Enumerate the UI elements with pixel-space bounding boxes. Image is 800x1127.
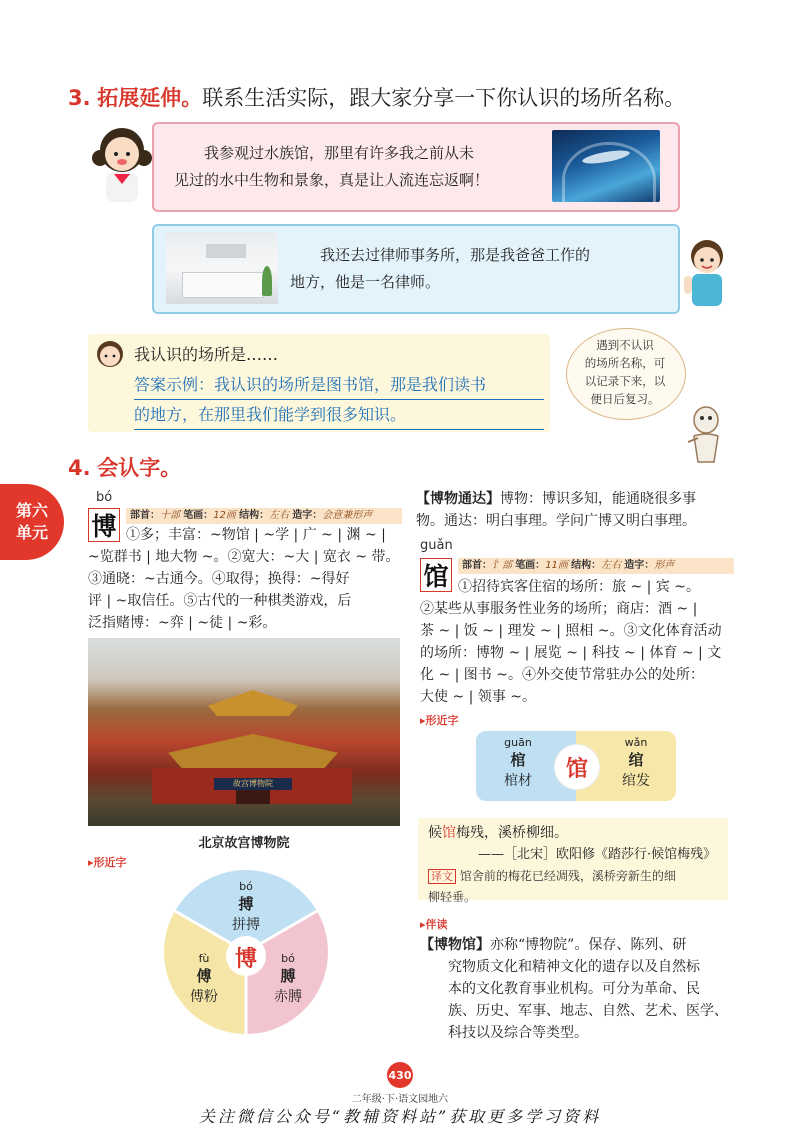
shape-left-word: 棺材 — [504, 773, 532, 789]
aquarium-line-1: 我参观过水族馆，那里有许多我之前从未 — [204, 144, 475, 162]
poem-source: ——［北宋］欧阳修《踏莎行·候馆梅残》 — [478, 847, 717, 862]
lawfirm-line-1: 我还去过律师事务所，那是我爸爸工作的 — [320, 246, 591, 264]
guan-radical: 饣部 — [492, 560, 512, 571]
museum-entry — [420, 934, 740, 1044]
bo-strokes: 12画 — [213, 510, 236, 521]
translation-line-1: 馆舍前的梅花已经凋残，溪桥旁新生的细 — [459, 869, 676, 883]
translation-label: 译文 — [428, 869, 456, 884]
section4-number: 4. — [68, 456, 91, 480]
pie-center-char: 博 — [234, 946, 257, 972]
bo-meta-strip — [126, 508, 402, 524]
unit-side-tab — [0, 484, 64, 560]
guan-formation-label: 造字： — [624, 560, 655, 571]
aquarium-text — [174, 140, 554, 194]
bowu-line-2: 物。通达：明白事理。学问广博又明白事理。 — [416, 513, 696, 529]
pie-top-char: 搏 — [238, 895, 254, 913]
answer-prompt: 我认识的场所是…… — [134, 345, 279, 364]
lawfirm-photo — [166, 232, 278, 304]
pie-right-pinyin: bó — [281, 952, 295, 965]
section4-heading — [68, 454, 181, 482]
aquarium-photo — [552, 130, 660, 202]
museum-label: 【博物馆】 — [420, 937, 490, 953]
guan-char-box: 馆 — [420, 558, 452, 592]
bo-char-box: 博 — [88, 508, 120, 542]
lawfirm-line-2: 地方，他是一名律师。 — [290, 273, 441, 291]
section3-prompt: 联系生活实际，跟大家分享一下你认识的场所名称。 — [202, 86, 686, 110]
bo-def-line-5: 泛指赌博：~弈 | ~徒 | ~彩。 — [88, 615, 277, 631]
similar-chars-label: ▸形近字 — [88, 856, 127, 869]
bo-pinyin: bó — [96, 490, 113, 505]
shape-left-group — [490, 736, 546, 790]
aquarium-line-2: 见过的水中生物和景象，真是让人流连忘返啊！ — [174, 171, 490, 189]
bo-radical-label: 部首： — [130, 510, 160, 521]
poem-pre: 候 — [428, 825, 442, 841]
pie-right-word: 赤膊 — [274, 989, 302, 1005]
translation-line-2: 柳轻垂。 — [428, 890, 477, 904]
answer-line-2: 的地方，在那里我们能学到很多知识。 — [134, 400, 544, 430]
guan-def-line-6: 大使 ~ | 领事 ~。 — [420, 689, 536, 705]
pie-top-pinyin: bó — [239, 880, 253, 893]
note-text — [572, 336, 678, 408]
guan-def-line-2: ②某些从事服务性业务的场所；商店：酒 ~ | — [420, 601, 698, 617]
pie-top-word: 拼搏 — [232, 917, 260, 933]
poem-translation — [428, 866, 724, 907]
guan-structure: 左右 — [601, 560, 622, 571]
museum-line-2: 究物质文化和精神文化的遗存以及自然标 — [448, 959, 700, 975]
bowu-label: 【博物通达】 — [416, 491, 500, 507]
shape-center-char: 馆 — [554, 744, 600, 790]
pie-top-group — [222, 880, 270, 934]
guan-def-line-5: 化 ~ | 图书 ~。④外交使节常驻办公的处所： — [420, 667, 704, 683]
similar-chars-label-2: ▸形近字 — [420, 714, 459, 727]
photo-caption: 北京故宫博物院 — [198, 836, 290, 851]
poem-highlight: 馆 — [442, 825, 456, 841]
pie-left-word: 傅粉 — [190, 989, 218, 1005]
note-line-3: 以记录下来，以 — [584, 374, 666, 388]
guan-def-line-3: 茶 ~ | 饭 ~ | 理发 ~ | 照相 ~。③文化体育活动 — [420, 623, 722, 639]
shape-right-word: 绾发 — [622, 773, 650, 789]
bo-structure: 左右 — [269, 510, 290, 521]
pie-left-char: 傅 — [196, 967, 212, 985]
bo-radical: 十部 — [160, 510, 180, 521]
museum-line-1: 亦称“博物院”。保存、陈列、研 — [490, 937, 687, 953]
unit-tab-line-1: 第六 — [15, 501, 48, 520]
note-line-2: 的场所名称，可 — [584, 356, 666, 370]
bo-formation: 会意兼形声 — [322, 510, 373, 521]
bo-def-line-2: ~览群书 | 地大物 ~。②宽大：~大 | 宽衣 ~ 带。 — [88, 549, 400, 565]
guan-def-first: ①招待宾客住宿的场所：旅 ~ | 宾 ~。 — [458, 579, 700, 595]
bo-definitions — [88, 546, 404, 634]
poem-line — [428, 822, 724, 844]
bowu-tongda — [416, 488, 738, 532]
lawfirm-text — [290, 242, 670, 296]
bo-formation-label: 造字： — [292, 510, 323, 521]
shape-left-char: 棺 — [510, 751, 526, 769]
museum-line-3: 本的文化教育事业机构。可分为革命、民 — [448, 981, 700, 997]
guan-def-line-4: 的场所：博物 ~ | 展览 ~ | 科技 ~ | 体育 ~ | 文 — [420, 645, 722, 661]
bo-def-line-3: ③通晓：~古通今。④取得；换得：~得好 — [88, 571, 350, 587]
guan-meta-strip — [458, 558, 734, 574]
pie-right-group — [264, 952, 312, 1006]
footer-subtitle: 二年级·下·语文园地六 — [351, 1094, 449, 1105]
section3-number: 3. — [68, 86, 91, 110]
page-number: 430 — [387, 1062, 413, 1088]
answer-example — [134, 370, 544, 430]
boy-illustration — [682, 236, 732, 310]
guan-definitions — [420, 598, 738, 708]
section3-title: 拓展延伸。 — [97, 86, 203, 110]
boy-face-icon — [96, 340, 124, 368]
mascot-illustration — [684, 402, 728, 468]
guan-strokes-label: 笔画： — [515, 560, 546, 571]
guan-structure-label: 结构： — [571, 560, 602, 571]
note-line-4: 便日后复习。 — [590, 392, 660, 406]
companion-reading-label: ▸伴读 — [420, 918, 448, 931]
poem-post: 梅残，溪桥柳细。 — [456, 825, 568, 841]
palace-sign: 故宫博物院 — [214, 778, 292, 790]
pie-left-group — [180, 952, 228, 1006]
shape-right-pinyin: wǎn — [624, 736, 648, 749]
shape-right-group — [608, 736, 664, 790]
bo-def-first: ①多；丰富：~物馆 | ~学 | 广 ~ | 渊 ~ | — [126, 527, 386, 543]
museum-line-4: 族、历史、军事、地志、自然、艺术、医学、 — [448, 1003, 728, 1019]
guan-pinyin: guǎn — [420, 538, 453, 553]
guan-radical-label: 部首： — [462, 560, 492, 571]
section4-title: 会认字。 — [97, 456, 182, 480]
section3-heading — [68, 84, 685, 112]
bo-strokes-label: 笔画： — [183, 510, 214, 521]
guan-formation: 形声 — [654, 560, 675, 571]
pie-right-char: 膊 — [280, 967, 296, 985]
bowu-line-1: 博物：博识多知，能通晓很多事 — [500, 491, 696, 507]
pie-left-pinyin: fù — [198, 952, 210, 965]
note-line-1: 遇到不认识 — [596, 338, 654, 352]
shape-left-pinyin: guān — [504, 736, 532, 749]
bo-structure-label: 结构： — [239, 510, 270, 521]
answer-line-1: 答案示例：我认识的场所是图书馆，那是我们读书 — [134, 370, 544, 400]
bo-def-line-4: 评 | ~取信任。⑤古代的一种棋类游戏，后 — [88, 593, 352, 609]
footer-notice: 关注微信公众号“教辅资料站”获取更多学习资料 — [198, 1107, 602, 1126]
museum-line-5: 科技以及综合等类型。 — [448, 1025, 588, 1041]
unit-tab-line-2: 单元 — [15, 523, 48, 542]
shape-right-char: 绾 — [628, 751, 644, 769]
forbidden-city-photo — [88, 638, 400, 826]
guan-strokes: 11画 — [545, 560, 568, 571]
girl-illustration — [92, 120, 152, 206]
